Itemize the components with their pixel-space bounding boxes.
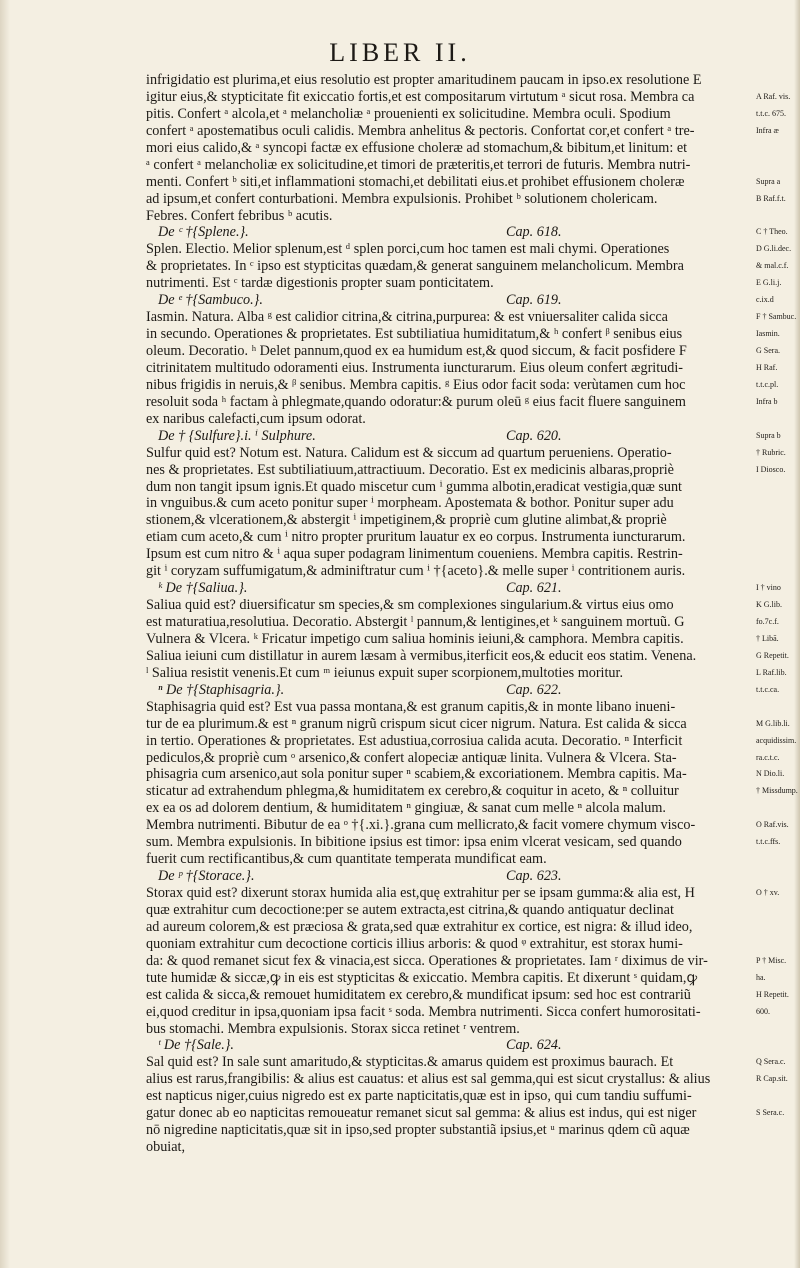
- text-line: quoniam extrahitur cum decoctione corticis illius arboris: & quod ᵠ extrahitur, est storax humi-: [146, 935, 683, 952]
- text-line: ei,quod creditur in ipsa,quoniam ipsa facit ˢ soda. Membra nutrimenti. Sicca confert humorositati-: [146, 1003, 701, 1020]
- text-line: quæ extrahitur cum decoctione:per se autem extracta,est citrina,& quando antiquatur declinat: [146, 901, 674, 918]
- text-line: Staphisagria quid est? Est vua passa montana,& est granum capitis,& in monte libano inueni-: [146, 698, 676, 715]
- text-line: confert ᵃ apostematibus oculi calidis. Membra anhelitus & pectoris. Confortat cor,et confert ᵃ tre-: [146, 122, 695, 139]
- margin-note: H Repetit.: [756, 989, 789, 999]
- chapter-title: De ᶜ †{Splene.}.: [158, 224, 249, 241]
- text-line: Ipsum est cum nitro & ⁱ aqua super podagram linimentum coueniens. Membra capitis. Restrin-: [146, 546, 683, 563]
- chapter-heading: [146, 580, 754, 597]
- margin-note: & mal.c.f.: [756, 261, 789, 271]
- text-line: Sal quid est? In sale sunt amaritudo,& stypticitas.& amarus quidem est proximus baurach. Et: [146, 1054, 674, 1071]
- margin-note: O Raf.vis.: [756, 820, 789, 830]
- margin-note: P † Misc.: [756, 955, 787, 965]
- margin-spacer: [756, 563, 800, 580]
- text-line: infrigidatio est plurima,et eius resolutio est propter amaritudinem paucam in ipso.ex resolutione E: [146, 72, 702, 88]
- margin-note: acquidissim.: [756, 735, 797, 745]
- margin-note: F † Sambuc.: [756, 312, 797, 322]
- margin-note: t.t.c. 675.: [756, 108, 786, 118]
- chapter-title: ᵗ De †{Sale.}.: [158, 1037, 234, 1054]
- body-text: [146, 72, 754, 1156]
- text-line: in vnguibus.& cum aceto ponitur super ⁱ morpheam. Apostemata & bothor. Ponitur super adu: [146, 495, 674, 512]
- text-line: gatur donec ab eo napticitas remoueatur remanet sicut sal gemma: & alius est indus, qui est niger: [146, 1105, 697, 1122]
- margin-note: c.ix.d: [756, 295, 774, 305]
- page-title: LIBER II.: [329, 38, 471, 67]
- text-line: pediculos,& propriè cum ᵒ arsenico,& confert alopeciæ antiquæ linita. Vulnera & Vlcera. Sta-: [146, 749, 677, 766]
- text-line: Saliua quid est? diuersificatur sm species,& sm complexiones singularium.& virtus eius omo: [146, 597, 674, 614]
- margin-note: † Libā.: [756, 633, 779, 643]
- text-line: Vulnera & Vlcera. ᵏ Fricatur impetigo cum saliua hominis ieiuni,& camphora. Membra capitis.: [146, 630, 684, 647]
- text-line: est napticus niger,cuius nigredo est ex parte napticitatis,quæ est in ipso, qui cum tandiu suffumi-: [146, 1088, 692, 1105]
- text-line: Splen. Electio. Melior splenum,est ᵈ splen porci,cum hoc tamen est mali chymi. Operationes: [146, 241, 670, 258]
- chapter-number: Cap. 623.: [506, 868, 562, 885]
- margin-spacer: [756, 1088, 800, 1105]
- text-line: igitur eius,& stypticitate fit exiccatio fortis,et est compositarum virtutum ᵃ sicut rosa. Membra ca: [146, 88, 695, 105]
- text-line: Storax quid est? dixerunt storax humida alia est,quę extrahitur per se ipsam gumma:& alia est, H: [146, 885, 695, 901]
- margin-spacer: [756, 546, 800, 563]
- margin-spacer: [756, 902, 800, 919]
- margin-note: 600.: [756, 1006, 770, 1016]
- text-line: git ⁱ coryzam suffumigatum,& adminiftratur cum ⁱ †{aceto}.& melle super ⁱ contritionem auris.: [146, 563, 686, 580]
- text-line: dum non tangit ipsum ignis.Et quado miscetur cum ⁱ gumma albotin,eradicat vestigia,quæ sunt: [146, 478, 682, 495]
- margin-note: H Raf.: [756, 362, 778, 372]
- margin-note: ha.: [756, 972, 766, 982]
- margin-spacer: [756, 479, 800, 496]
- margin-note: Infra æ: [756, 125, 779, 135]
- text-line: & proprietates. In ᶜ ipso est stypticitas quædam,& generat sanguinem melancholicum. Membra: [146, 258, 684, 275]
- chapter-title: ⁿ De †{Staphisagria.}.: [158, 681, 285, 698]
- chapter-number: Cap. 620.: [506, 427, 562, 444]
- chapter-number: Cap. 622.: [506, 681, 562, 698]
- text-line: fuerit cum rectificantibus,& cum quantitate temperata mundificat eam.: [146, 851, 547, 868]
- text-line: in secundo. Operationes & proprietates. Est subtiliatiua humiditatum,& ʰ confert ᵝ senibus eius: [146, 326, 683, 343]
- text-line: ᵃ confert ᵃ melancholiæ ex solicitudine,et timori de præteritis,et terrori de futuris. Membra nutri-: [146, 156, 691, 173]
- chapter-heading: [146, 682, 754, 699]
- chapter-title: De ᵖ †{Storace.}.: [158, 868, 255, 885]
- margin-note: S Sera.c.: [756, 1108, 785, 1118]
- text-line: obuiat,: [146, 1139, 186, 1156]
- margin-note: G Sera.: [756, 346, 780, 355]
- margin-note: A Raf. vis.: [756, 91, 791, 101]
- text-line: oleum. Decoratio. ʰ Delet pannum,quod ex ea humidum est,& quod siccum, & facit posfidere F: [146, 343, 687, 359]
- margin-note: t.t.c.ffs.: [756, 837, 781, 847]
- text-line: Febres. Confert febribus ᵇ acutis.: [146, 207, 333, 224]
- margin-spacer: [756, 411, 800, 428]
- text-line: Membra nutrimenti. Bibutur de ea ᵒ †{.xi.}.grana cum mellicrato,& facit vomere chymum visco-: [146, 817, 696, 834]
- text-line: Sulfur quid est? Notum est. Natura. Calidum est & siccum ad quartum perueniens. Operatio-: [146, 444, 672, 461]
- text-line: Iasmin. Natura. Alba ᵍ est calidior citrina,& citrina,purpurea: & est vniuersaliter calida sicca: [146, 309, 668, 326]
- margin-note: M G.lib.li.: [756, 718, 790, 728]
- margin-spacer: [756, 157, 800, 174]
- margin-note: L Raf.lib.: [756, 667, 787, 677]
- margin-note: I † vino: [756, 583, 781, 593]
- margin-note: fo.7c.f.: [756, 617, 779, 626]
- text-line: menti. Confert ᵇ siti,et inflammationi stomachi,et debilitati eius.et prohibet effusionem choleræ: [146, 173, 685, 190]
- text-line: nibus frigidis in neruis,& ᵝ senibus. Membra capitis. ᵍ Eius odor facit soda: verùtamen cum hoc: [146, 376, 686, 393]
- chapter-title: De ᵉ †{Sambuco.}.: [158, 292, 263, 309]
- margin-spacer: [756, 140, 800, 157]
- margin-note: R Cap.sit.: [756, 1074, 788, 1084]
- text-line: nes & proprietates. Est subtiliatiuum,attractiuum. Decoratio. Est ex medicinis albaras,propriè: [146, 461, 674, 478]
- text-line: stionem,& vlcerationem,& abstergit ⁱ impetiginem,& propriè cum glutine alimbat,& propriè: [146, 512, 667, 529]
- margin-note: Iasmin.: [756, 329, 780, 339]
- margin-note: t.t.c.ca.: [756, 684, 780, 694]
- margin-note: Supra b: [756, 430, 781, 440]
- text-line: phisagria cum arsenico,aut sola ponitur super ⁿ scabiem,& excoriationem. Membra capitis. Ma-: [146, 766, 687, 783]
- text-line: bus stomachi. Membra expulsionis. Storax sicca retinet ʳ ventrem.: [146, 1020, 520, 1037]
- margin-spacer: [756, 868, 800, 885]
- text-line: pitis. Confert ᵃ alcola,et ᵃ melancholiæ ᵃ prouenienti ex solicitudine. Membra oculi. Spodium: [146, 105, 671, 122]
- text-line: sum. Membra expulsionis. In bibitione ipsius est timor: ipsa enim vlcerat vesicam, sed quando: [146, 834, 682, 851]
- margin-note: G Repetit.: [756, 650, 789, 660]
- margin-notes: [756, 72, 800, 1156]
- text-line: alius est rarus,frangibilis: & alius est cauatus: et alius est sal gemma,qui est sicut crystallus: & alius: [146, 1071, 711, 1088]
- margin-note: E G.li.j.: [756, 278, 782, 288]
- margin-spacer: [756, 208, 800, 225]
- margin-spacer: [756, 1037, 800, 1054]
- chapter-number: Cap. 619.: [506, 292, 562, 309]
- margin-note: I Diosco.: [756, 464, 786, 474]
- margin-note: B Raf.f.t.: [756, 193, 786, 203]
- chapter-heading: [146, 224, 754, 241]
- margin-spacer: [756, 936, 800, 953]
- chapter-number: Cap. 624.: [506, 1037, 562, 1054]
- margin-note: K G.lib.: [756, 600, 782, 610]
- chapter-heading: [146, 868, 754, 885]
- text-line: ex ea os ad dolorem dentium, & humiditatem ⁿ gingiuæ, & sanat cum melle ⁿ alcola malum.: [146, 800, 666, 817]
- chapter-heading: [146, 1037, 754, 1054]
- margin-spacer: [756, 919, 800, 936]
- text-line: est calida & sicca,& remouet humiditatem ex cerebro,& mundificat ipsum: sed hoc est contrariũ: [146, 986, 691, 1003]
- margin-note: Q Sera.c.: [756, 1057, 786, 1067]
- text-line: mori eius calido,& ᵃ syncopi factæ ex effusione choleræ ad stomachum,& bibitum,et linitum: et: [146, 139, 688, 156]
- text-line: Saliua ieiuni cum distillatur in aurem læsam à vermibus,iterficit eos,& educit eos statim. Venena.: [146, 647, 697, 664]
- text-line: etiam cum aceto,& cum ⁱ nitro propter pruritum lauatur ex eo corpus. Instrumenta iuncturarum.: [146, 529, 686, 546]
- text-line: nutrimenti. Est ᶜ tardæ digestionis propter suam ponticitatem.: [146, 275, 494, 292]
- text-line: da: & quod remanet sicut fex & vinacia,est sicca. Operationes & proprietates. Iam ʳ diximus de vir-: [146, 952, 708, 969]
- chapter-title: ᵏ De †{Saliua.}.: [158, 580, 248, 597]
- chapter-title: De † {Sulfure}.i. ⁱ Sulphure.: [158, 427, 316, 444]
- text-line: ex naribus calefacti,cum ipsum odorat.: [146, 410, 366, 427]
- margin-spacer: [756, 1122, 800, 1139]
- margin-spacer: [756, 851, 800, 868]
- text-line: est maturatiua,resolutiua. Decoratio. Abstergit ˡ pannum,& lentigines,et ᵏ sanguinem mortuũ. G: [146, 614, 685, 630]
- margin-spacer: [756, 1021, 800, 1038]
- margin-spacer: [756, 512, 800, 529]
- text-line: resoluit soda ʰ factam à phlegmate,quando odoratur:& purum oleū ᵍ eius facit fluere sanguinem: [146, 393, 686, 410]
- text-line: tute humidæ & siccæ,ꝙ in eis est stypticitas & exiccatio. Membra capitis. Et dixerunt ˢ quidam,ꝙ: [146, 969, 698, 986]
- margin-note: Infra b: [756, 396, 778, 406]
- margin-spacer: [756, 495, 800, 512]
- margin-note: O † xv.: [756, 888, 780, 897]
- chapter-heading: [146, 428, 754, 445]
- text-line: citrinitatem multitudo odoramenti eius. Instrumenta iuncturarum. Eius oleum confert ægritudi-: [146, 359, 684, 376]
- margin-note: † Missdump.: [756, 786, 798, 796]
- margin-spacer: [756, 1139, 800, 1156]
- margin-note: t.t.c.pl.: [756, 379, 779, 389]
- page-left-edge: [0, 0, 10, 1268]
- text-line: nō nigredine napticitatis,quæ sit in ipso,sed propter substantiã ipsius,et ᵘ marinus qdem cũ aquæ: [146, 1122, 690, 1139]
- chapter-heading: [146, 292, 754, 309]
- margin-note: † Rubric.: [756, 447, 786, 457]
- chapter-number: Cap. 618.: [506, 224, 562, 241]
- margin-spacer: [756, 529, 800, 546]
- margin-note: ra.c.t.c.: [756, 752, 780, 762]
- chapter-number: Cap. 621.: [506, 580, 562, 597]
- margin-note: C † Theo.: [756, 227, 788, 237]
- text-line: tur de ea plurimum.& est ⁿ granum nigrũ crispum sicut cicer nigrum. Natura. Est calida & sicca: [146, 715, 687, 732]
- margin-note: N Dio.li.: [756, 769, 785, 779]
- margin-note: [756, 72, 800, 89]
- text-line: sticatur ad extrahendum phlegma,& humiditatem ex cerebro,& coquitur in aceto, & ⁿ colluitur: [146, 783, 679, 800]
- margin-note: D G.li.dec.: [756, 244, 792, 254]
- text-line: ad aureum colorem,& est præciosa & grata,sed quæ extrahitur ex cortice, est nigra: & illud ideo,: [146, 918, 693, 935]
- margin-spacer: [756, 800, 800, 817]
- margin-spacer: [756, 699, 800, 716]
- margin-note: Supra a: [756, 176, 781, 186]
- text-line: ad ipsum,et confert conturbationi. Membra expulsionis. Prohibet ᵇ solutionem cholericam.: [146, 190, 658, 207]
- text-line: in tertio. Operationes & proprietates. Est adustiua,corrosiua calida acuta. Decoratio. ⁿ Interficit: [146, 732, 683, 749]
- text-line: ˡ Saliua resistit venenis.Et cum ᵐ ieiunus expuit super scorpionem,multoties moritur.: [146, 664, 624, 681]
